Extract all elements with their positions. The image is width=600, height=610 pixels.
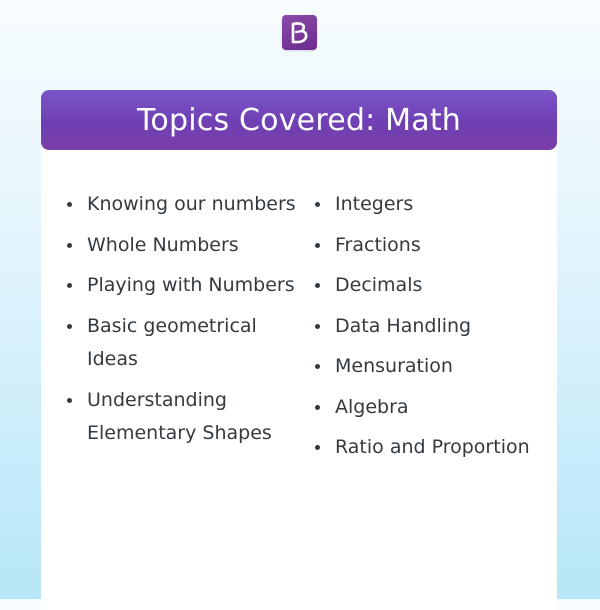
bullet-icon (67, 283, 72, 288)
brand-b-icon (287, 20, 313, 46)
bullet-icon (315, 405, 320, 410)
list-item (315, 431, 545, 465)
page-title: Topics Covered: Math (137, 102, 461, 138)
topic-label: Whole Numbers (87, 233, 239, 256)
topic-label: Basic geometrical Ideas (87, 314, 257, 370)
list-item (315, 269, 545, 303)
topic-label: Mensuration (335, 355, 453, 377)
bullet-icon (315, 364, 320, 369)
topic-label: Understanding Elementary Shapes (87, 388, 272, 444)
brand-logo (282, 15, 317, 50)
list-item (315, 188, 545, 222)
list-item (67, 384, 297, 451)
topic-label: Fractions (335, 233, 421, 256)
list-item (315, 229, 545, 263)
list-item (315, 310, 545, 344)
bullet-icon (67, 324, 72, 329)
topic-label: Algebra (335, 395, 409, 418)
bullet-icon (67, 202, 72, 207)
topic-label: Playing with Numbers (87, 274, 295, 296)
topic-list-left (67, 188, 297, 458)
list-item (67, 269, 297, 303)
bullet-icon (67, 243, 72, 248)
topic-label: Knowing our numbers (87, 193, 296, 215)
bullet-icon (67, 398, 72, 403)
topic-label: Integers (335, 193, 414, 215)
bullet-icon (315, 283, 320, 288)
topic-label: Decimals (335, 274, 423, 296)
bullet-icon (315, 243, 320, 248)
list-item (67, 188, 297, 222)
bullet-icon (315, 202, 320, 207)
list-item (315, 391, 545, 425)
list-item (67, 229, 297, 263)
topics-card (41, 90, 557, 610)
list-item (67, 310, 297, 377)
topic-list-right (315, 188, 545, 472)
card-header (41, 90, 557, 150)
bullet-icon (315, 324, 320, 329)
list-item (315, 350, 545, 384)
topic-label: Data Handling (335, 314, 472, 337)
topic-label: Ratio and Proportion (335, 436, 530, 458)
bullet-icon (315, 445, 320, 450)
